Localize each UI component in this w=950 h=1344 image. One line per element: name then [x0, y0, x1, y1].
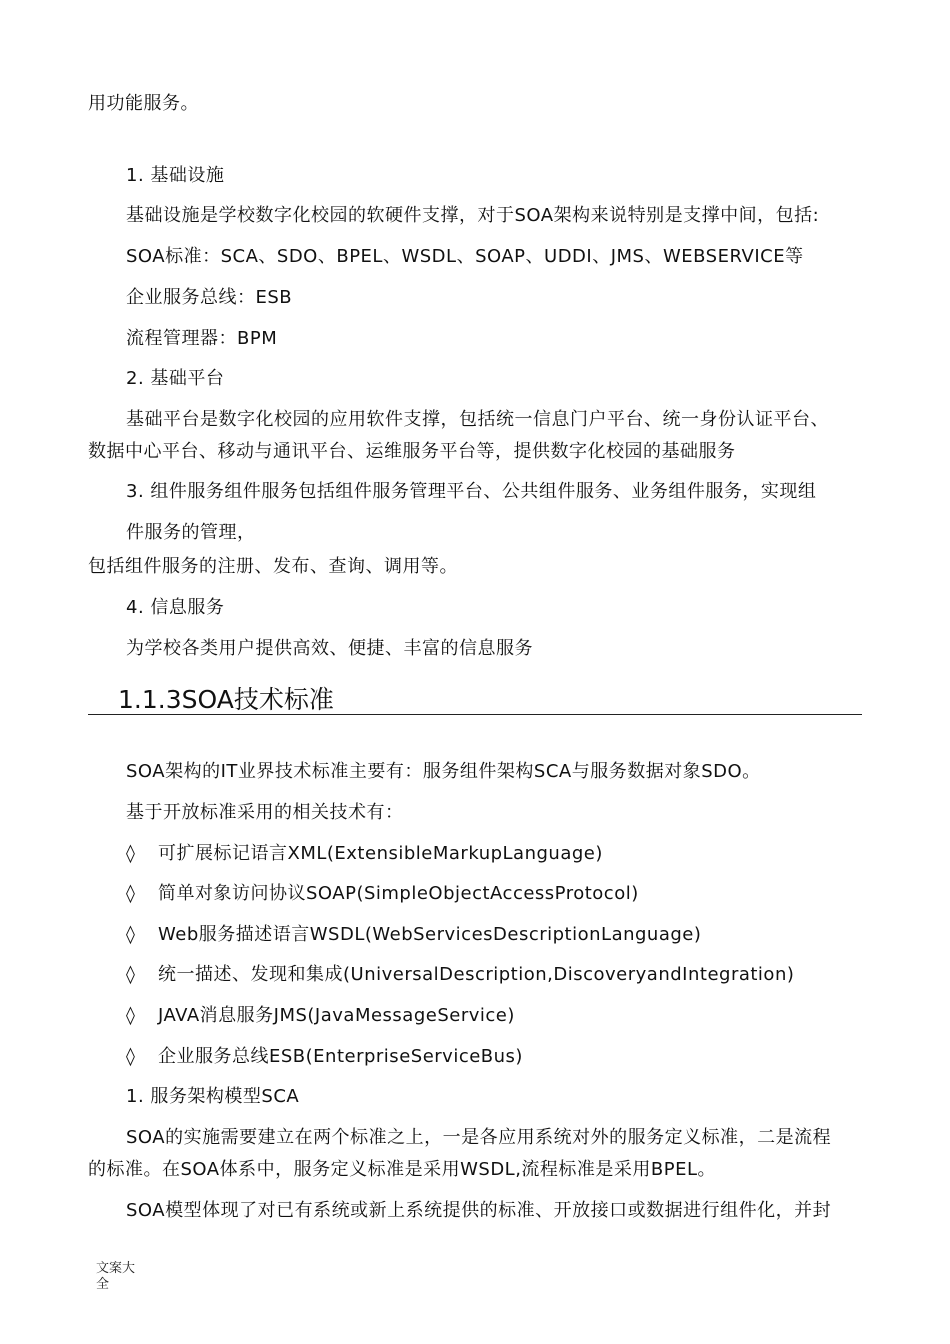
list-item [126, 1046, 523, 1068]
paragraph-line: SOA标准：SCA、SDO、BPEL、WSDL、SOAP、UDDI、JMS、WEBSERVICE等 [126, 246, 804, 267]
list-item [126, 843, 603, 865]
list-item [126, 1005, 515, 1027]
list-heading-platform: 2. 基础平台 [126, 368, 225, 389]
section-heading: 1.1.3SOA技术标准 [118, 685, 334, 714]
list-item [126, 924, 701, 946]
diamond-bullet-icon: ◊ [126, 843, 136, 864]
list-item-text: 简单对象访问协议SOAP(SimpleObjectAccessProtocol) [158, 883, 639, 904]
paragraph-line: 用功能服务。 [88, 93, 199, 114]
list-item-text: 统一描述、发现和集成(UniversalDescription,DiscoveryandIntegration) [158, 964, 795, 985]
paragraph-line: SOA架构的IT业界技术标准主要有：服务组件架构SCA与服务数据对象SDO。 [126, 761, 761, 782]
list-item [126, 883, 639, 905]
list-heading-component: 3. 组件服务组件服务包括组件服务管理平台、公共组件服务、业务组件服务，实现组 [126, 481, 817, 502]
paragraph-line: 流程管理器：BPM [126, 328, 278, 349]
paragraph-line: 基础平台是数字化校园的应用软件支撑，包括统一信息门户平台、统一身份认证平台、 [126, 409, 829, 430]
paragraph-line: 基于开放标准采用的相关技术有： [126, 802, 404, 823]
list-item-text: 可扩展标记语言XML(ExtensibleMarkupLanguage) [158, 843, 603, 864]
diamond-bullet-icon: ◊ [126, 883, 136, 904]
list-item-text: JAVA消息服务JMS(JavaMessageService) [158, 1005, 515, 1026]
list-heading-infrastructure: 1. 基础设施 [126, 165, 225, 186]
diamond-bullet-icon: ◊ [126, 964, 136, 985]
diamond-bullet-icon: ◊ [126, 1046, 136, 1067]
paragraph-line: SOA的实施需要建立在两个标准之上，一是各应用系统对外的服务定义标准，二是流程 [126, 1127, 832, 1148]
paragraph-line: 企业服务总线：ESB [126, 287, 293, 308]
list-item-text: Web服务描述语言WSDL(WebServicesDescriptionLanguage) [158, 924, 702, 945]
paragraph-line: 的标准。在SOA体系中，服务定义标准是采用WSDL,流程标准是采用BPEL。 [88, 1159, 717, 1180]
paragraph-line: SOA模型体现了对已有系统或新上系统提供的标准、开放接口或数据进行组件化，并封 [126, 1200, 832, 1221]
paragraph-line: 数据中心平台、移动与通讯平台、运维服务平台等，提供数字化校园的基础服务 [88, 441, 736, 462]
diamond-bullet-icon: ◊ [126, 924, 136, 945]
paragraph-line: 件服务的管理， [126, 522, 256, 543]
paragraph-line: 为学校各类用户提供高效、便捷、丰富的信息服务 [126, 638, 533, 659]
list-item [126, 964, 794, 986]
heading-divider [88, 714, 862, 715]
diamond-bullet-icon: ◊ [126, 1005, 136, 1026]
list-item-text: 企业服务总线ESB(EnterpriseServiceBus) [158, 1046, 523, 1067]
page-footer: 文案大全 [96, 1261, 136, 1292]
list-heading-info: 4. 信息服务 [126, 597, 225, 618]
paragraph-line: 基础设施是学校数字化校园的软硬件支撑，对于SOA架构来说特别是支撑中间，包括: [126, 205, 820, 226]
paragraph-line: 包括组件服务的注册、发布、查询、调用等。 [88, 556, 458, 577]
sub-heading: 1. 服务架构模型SCA [126, 1086, 300, 1107]
